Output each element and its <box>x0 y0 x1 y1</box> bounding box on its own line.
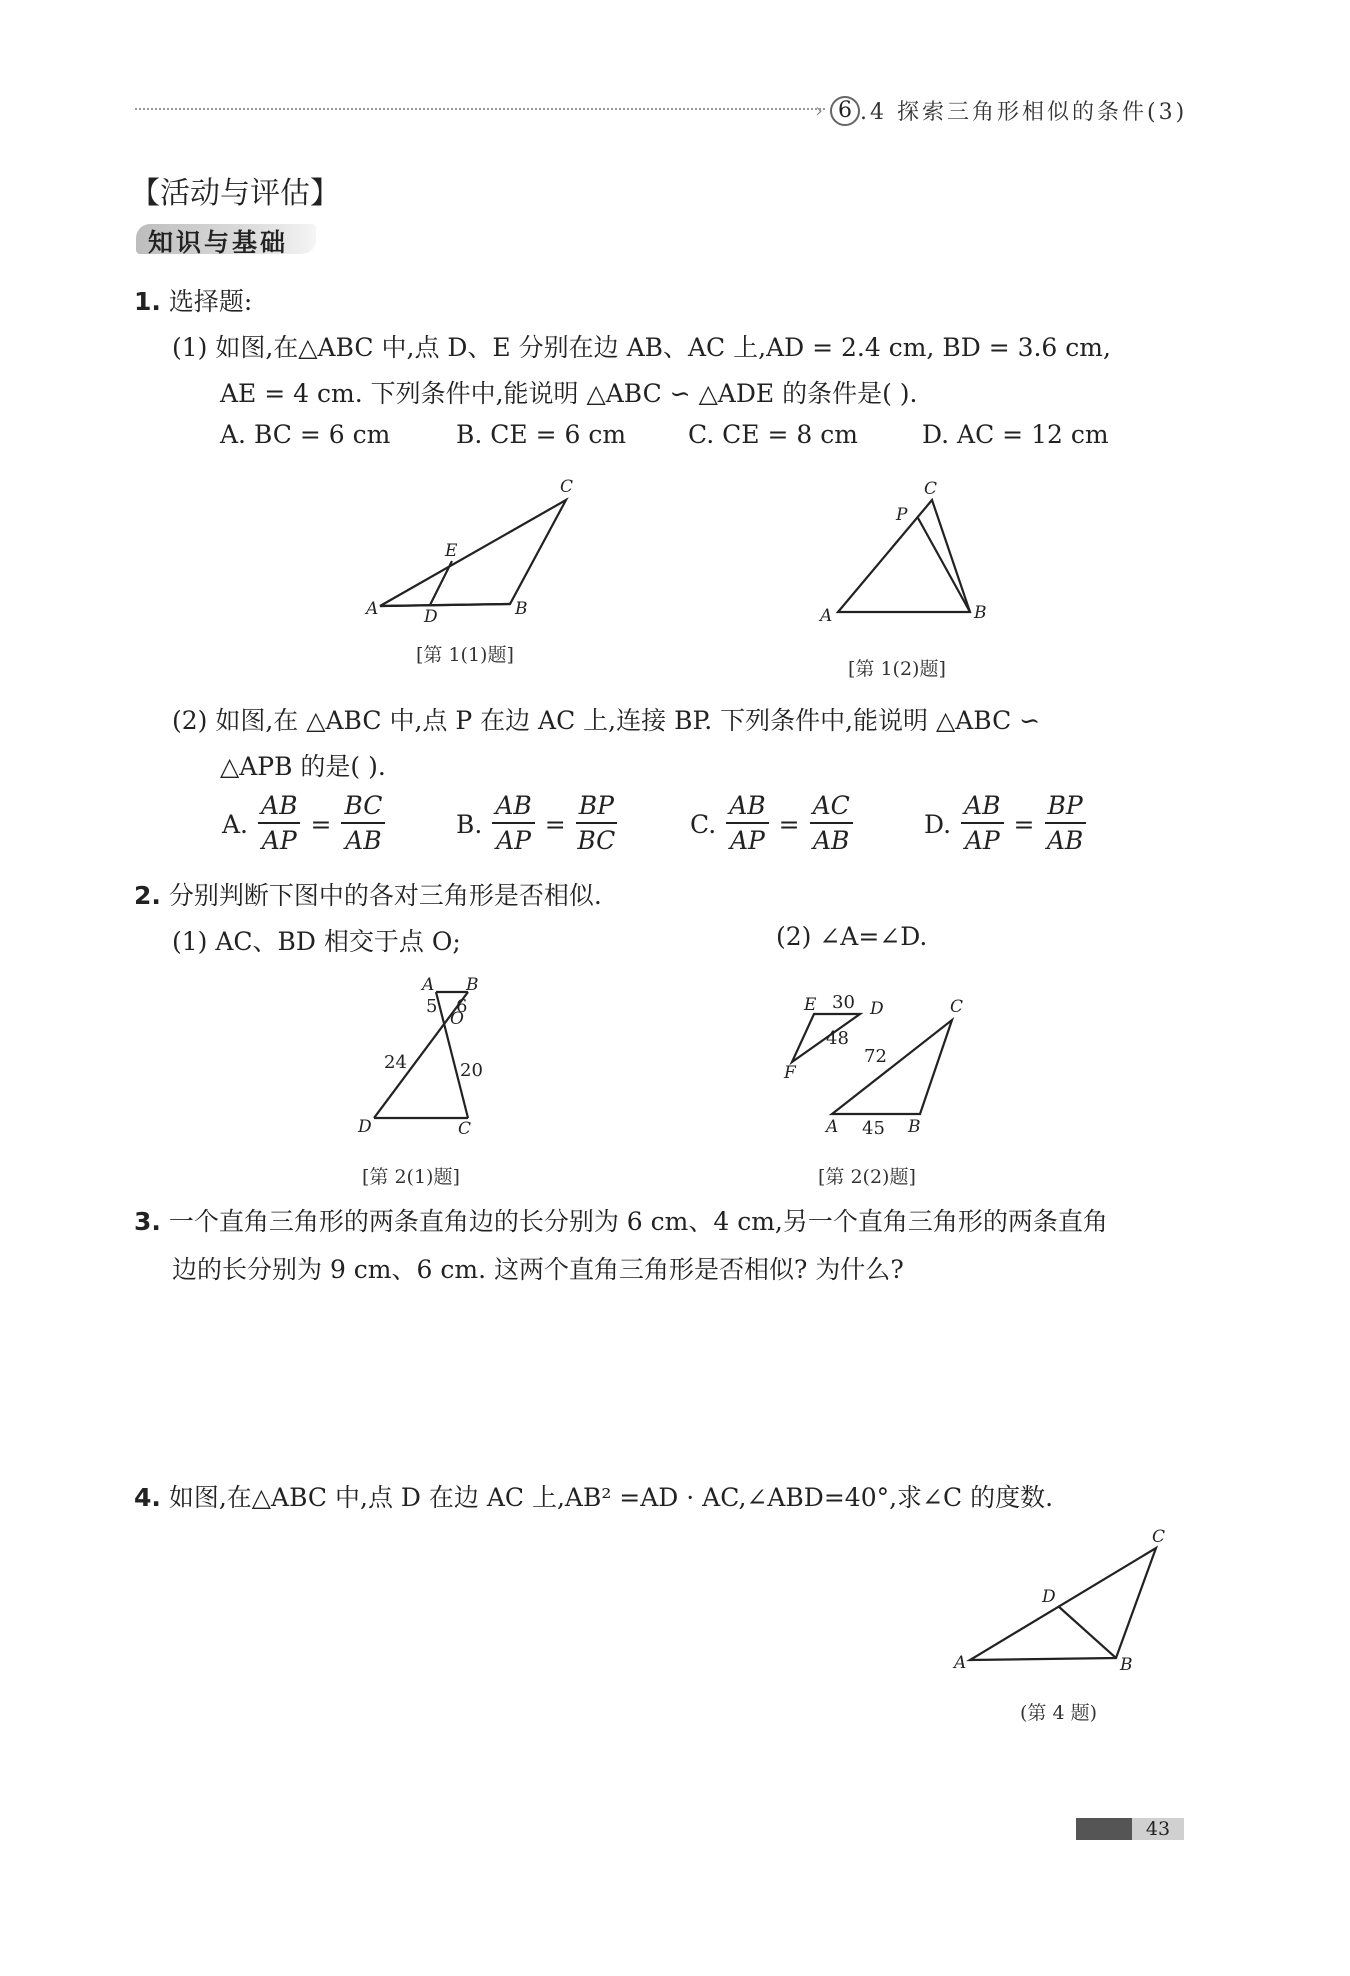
fraction-left <box>258 790 300 858</box>
label-c: C <box>950 997 964 1017</box>
label-a: A <box>366 599 379 619</box>
label-a: A <box>826 1117 839 1137</box>
label-e: E <box>445 541 458 561</box>
q3-line1: 一个直角三角形的两条直角边的长分别为 6 cm、4 cm,另一个直角三角形的两条直角 <box>168 1207 1108 1236</box>
denominator: AP <box>964 826 1000 855</box>
numerator: BP <box>576 790 617 824</box>
caption-q1-2: [第 1(2)题] <box>848 658 946 680</box>
denominator: AB <box>1046 826 1084 855</box>
label-f: F <box>784 1063 796 1083</box>
equals-sign: = <box>544 809 566 839</box>
q2-stem: 分别判断下图中的各对三角形是否相似. <box>168 881 602 910</box>
length-co: 20 <box>460 1060 483 1081</box>
q1-number: 1. <box>134 287 161 316</box>
label-d: D <box>358 1117 372 1137</box>
q1-part2-option-b <box>456 790 621 858</box>
q3-number: 3. <box>134 1207 161 1236</box>
denominator: BC <box>577 826 616 855</box>
fraction-right <box>810 790 853 858</box>
label-p: P <box>896 505 908 525</box>
q4-line1: 如图,在△ABC 中,点 D 在边 AC 上,AB² =AD · AC,∠ABD=40°,求∠C 的度数. <box>168 1483 1054 1512</box>
q1-heading <box>134 282 252 318</box>
option-label: C. <box>690 809 717 839</box>
denominator: AP <box>729 826 765 855</box>
caption-q4: (第 4 题) <box>1020 1702 1097 1724</box>
label-d: D <box>1042 1587 1056 1607</box>
label-c: C <box>924 479 938 499</box>
length-ao: 5 <box>426 996 438 1017</box>
q1-part2-option-c <box>690 790 857 858</box>
q2-part2: (2) ∠A=∠D. <box>776 922 928 951</box>
label-a: A <box>820 606 833 626</box>
length-bo: 6 <box>456 996 468 1017</box>
q2-part1: (1) AC、BD 相交于点 O; <box>172 927 461 956</box>
fraction-left <box>961 790 1003 858</box>
subhead-title: 知识与基础 <box>148 228 289 257</box>
option-label: A. <box>222 809 249 839</box>
q1-stem: 选择题: <box>168 287 253 316</box>
caption-q1-1: [第 1(1)题] <box>416 644 514 666</box>
fraction-right <box>576 790 617 858</box>
q1-part2-option-a <box>222 790 389 858</box>
page-tab-decoration <box>1076 1818 1132 1840</box>
figure-q2-1 <box>350 976 510 1146</box>
q2-number: 2. <box>134 881 161 910</box>
triangle-abc <box>832 1020 952 1114</box>
label-d: D <box>424 607 438 627</box>
equals-sign: = <box>778 809 800 839</box>
caption-q2-2: [第 2(2)题] <box>818 1166 916 1188</box>
header-arrow-icon: › <box>815 98 823 122</box>
q1-part1-option-b: B. CE = 6 cm <box>456 420 627 449</box>
label-b: B <box>974 603 987 623</box>
equals-sign: = <box>1013 809 1035 839</box>
label-c: C <box>1152 1527 1166 1547</box>
label-a: A <box>422 976 435 995</box>
q1-part1-option-c: C. CE = 8 cm <box>688 420 858 449</box>
label-b: B <box>515 599 528 619</box>
header-title: .4 探索三角形相似的条件(3) <box>860 100 1188 125</box>
segment-ab <box>380 604 510 606</box>
header-dotted-line <box>135 108 825 110</box>
length-df: 48 <box>826 1028 849 1049</box>
caption-q2-1: [第 2(1)题] <box>362 1166 460 1188</box>
q1-part2-option-d <box>924 790 1090 858</box>
label-c: C <box>560 477 574 497</box>
label-b: B <box>466 976 479 995</box>
figure-q1-1 <box>360 470 590 630</box>
equals-sign: = <box>310 809 332 839</box>
triangle-abc <box>970 1548 1156 1660</box>
length-ab: 45 <box>862 1118 885 1139</box>
numerator: AB <box>961 790 1003 824</box>
segment-bd <box>1058 1606 1116 1658</box>
q2-heading <box>134 876 602 912</box>
figure-q1-2 <box>810 474 1010 634</box>
fraction-left <box>492 790 534 858</box>
page-number: 43 <box>1132 1818 1184 1840</box>
q1-part1-option-a: A. BC = 6 cm <box>220 420 391 449</box>
chapter-number-badge: 6 <box>830 96 860 126</box>
q1-part1-line1: (1) 如图,在△ABC 中,点 D、E 分别在边 AB、AC 上,AD = 2.4 cm, BD = 3.6 cm, <box>172 333 1111 362</box>
label-b: B <box>1120 1655 1133 1670</box>
segment-de <box>430 561 452 605</box>
label-b: B <box>908 1117 921 1137</box>
label-c: C <box>458 1119 472 1139</box>
label-o: O <box>450 1009 464 1029</box>
q3-line1-wrap <box>134 1202 1108 1238</box>
length-ac: 72 <box>864 1046 887 1067</box>
label-e: E <box>804 995 817 1015</box>
q1-part1-option-d: D. AC = 12 cm <box>922 420 1109 449</box>
label-d: D <box>870 999 884 1019</box>
numerator: BP <box>1045 790 1086 824</box>
figure-q2-2 <box>772 990 992 1140</box>
q1-part2-line1: (2) 如图,在 △ABC 中,点 P 在边 AC 上,连接 BP. 下列条件中,能说明 △ABC ∽ <box>172 706 1041 735</box>
q3-line2: 边的长分别为 9 cm、6 cm. 这两个直角三角形是否相似? 为什么? <box>172 1255 904 1284</box>
length-do: 24 <box>384 1052 407 1073</box>
q1-part2-line2: △APB 的是( ). <box>220 752 386 781</box>
fraction-right <box>341 790 385 858</box>
denominator: AB <box>345 826 382 855</box>
numerator: AB <box>258 790 300 824</box>
fraction-right <box>1045 790 1086 858</box>
numerator: BC <box>341 790 385 824</box>
triangle-abc <box>380 500 566 606</box>
length-ed: 30 <box>832 992 855 1013</box>
option-label: D. <box>924 809 952 839</box>
denominator: AP <box>261 826 297 855</box>
fraction-left <box>726 790 768 858</box>
label-a: A <box>954 1653 967 1670</box>
denominator: AP <box>496 826 531 855</box>
section-title: 【活动与评估】 <box>130 176 340 211</box>
denominator: AB <box>812 826 850 855</box>
numerator: AC <box>810 790 853 824</box>
option-label: B. <box>456 809 483 839</box>
q1-part1-line2: AE = 4 cm. 下列条件中,能说明 △ABC ∽ △ADE 的条件是( ). <box>220 379 918 408</box>
numerator: AB <box>492 790 534 824</box>
numerator: AB <box>726 790 768 824</box>
q4-line1-wrap <box>134 1478 1053 1514</box>
q4-number: 4. <box>134 1483 161 1512</box>
figure-q4 <box>950 1520 1180 1670</box>
